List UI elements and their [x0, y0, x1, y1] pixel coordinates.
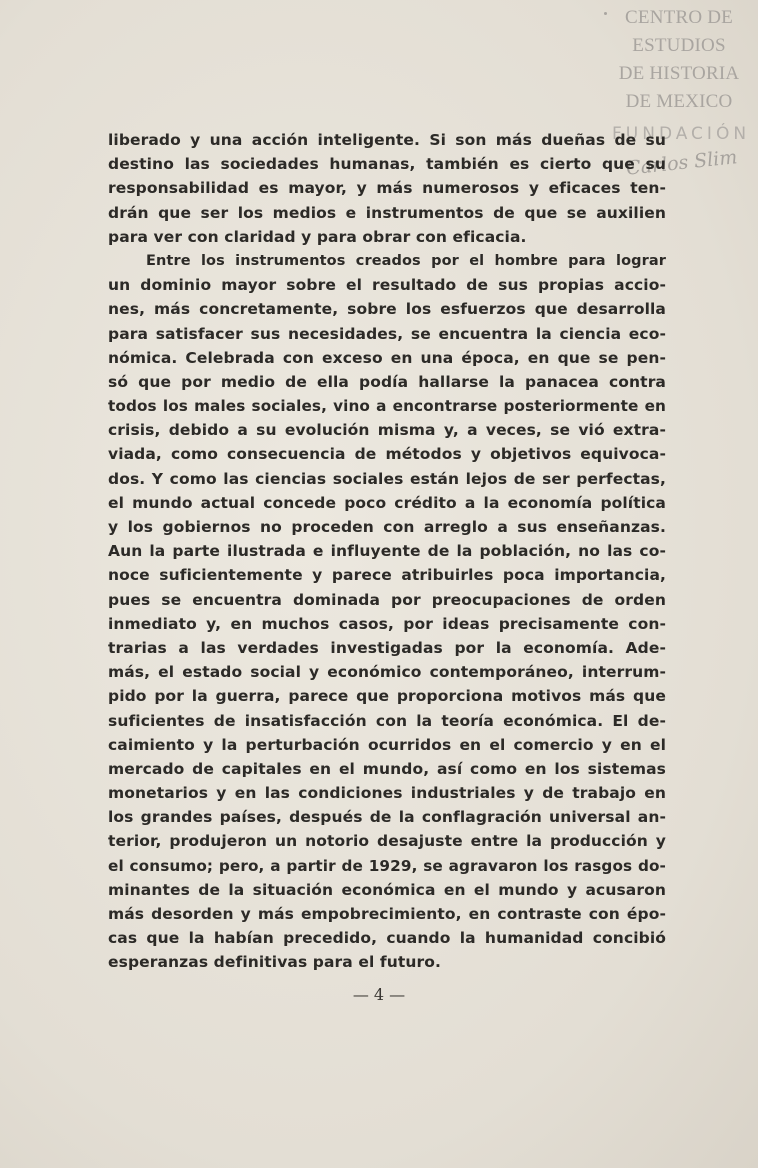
- text-line: Entre los instrumentos creados por el hombre para lograr: [146, 252, 666, 269]
- text-line: más, el estado social y económico contemporáneo, interrum-: [108, 663, 666, 682]
- text-line: monetarios y en las condiciones industriales y de trabajo en: [108, 784, 666, 803]
- text-line: trarias a las verdades investigadas por la economía. Ade-: [108, 638, 666, 657]
- text-line: terior, produjeron un notorio desajuste entre la producción y: [108, 832, 666, 851]
- watermark-line: CENTRO DE: [625, 7, 733, 28]
- text-line: para satisfacer sus necesidades, se encuentra la ciencia eco-: [108, 324, 666, 343]
- text-line: esperanzas definitivas para el futuro.: [108, 953, 441, 972]
- text-line: más desorden y más empobrecimiento, en contraste con épo-: [108, 905, 666, 923]
- page-number: — 4 —: [352, 985, 406, 1004]
- text-line: inmediato y, en muchos casos, por ideas precisamente con-: [108, 614, 666, 633]
- text-line: responsabilidad es mayor, y más numerosos y eficaces ten-: [108, 179, 666, 198]
- text-line: mercado de capitales en el mundo, así como en los sistemas: [108, 759, 666, 778]
- text-line: destino las sociedades humanas, también es cierto que su: [108, 155, 666, 174]
- paragraph-1: [108, 128, 666, 249]
- body-text: [108, 128, 666, 975]
- text-line: crisis, debido a su evolución misma y, a veces, se vió extra-: [108, 421, 666, 440]
- text-line: minantes de la situación económica en el mundo y acusaron: [108, 880, 666, 899]
- text-line: viada, como consecuencia de métodos y objetivos equivoca-: [108, 445, 666, 464]
- text-line: Aun la parte ilustrada e influyente de la población, no las co-: [108, 542, 666, 561]
- text-line: cas que la habían precedido, cuando la humanidad concibió: [108, 929, 666, 948]
- text-line: nómica. Celebrada con exceso en una época, en que se pen-: [108, 348, 666, 367]
- text-line: dos. Y como las ciencias sociales están lejos de ser perfectas,: [108, 469, 666, 488]
- text-line: nes, más concretamente, sobre los esfuerzos que desarrolla: [108, 300, 666, 319]
- watermark-institution: [600, 4, 758, 116]
- text-line: noce suficientemente y parece atribuirles poca importancia,: [108, 566, 666, 585]
- watermark-signature: Carlos Slim: [625, 146, 739, 180]
- text-line: só que por medio de ella podía hallarse la panacea contra: [108, 372, 666, 391]
- text-line: un dominio mayor sobre el resultado de sus propias accio-: [108, 276, 666, 295]
- watermark-foundation: FUNDACIÓN: [612, 124, 751, 144]
- text-line: caimiento y la perturbación ocurridos en el comercio y en el: [108, 735, 666, 754]
- watermark-line: DE MEXICO: [625, 91, 733, 112]
- text-line: para ver con claridad y para obrar con eficacia.: [108, 227, 527, 246]
- text-line: los grandes países, después de la conflagración universal an-: [108, 808, 666, 827]
- paragraph-2: [108, 249, 666, 975]
- watermark-line: ESTUDIOS: [632, 35, 726, 56]
- text-line: y los gobiernos no proceden con arreglo a sus enseñanzas.: [108, 518, 666, 536]
- text-line: el consumo; pero, a partir de 1929, se agravaron los rasgos do-: [108, 856, 666, 875]
- text-line: el mundo actual concede poco crédito a la economía política: [108, 493, 666, 512]
- text-line: pido por la guerra, parece que proporciona motivos más que: [108, 687, 666, 706]
- text-line: suficientes de insatisfacción con la teoría económica. El de-: [108, 711, 666, 730]
- text-line: todos los males sociales, vino a encontrarse posteriormente en: [108, 397, 666, 416]
- watermark-line: DE HISTORIA: [618, 63, 740, 84]
- text-line: liberado y una acción inteligente. Si son más dueñas de su: [108, 131, 666, 149]
- text-line: drán que ser los medios e instrumentos de que se auxilien: [108, 203, 666, 222]
- text-line: pues se encuentra dominada por preocupaciones de orden: [108, 590, 666, 609]
